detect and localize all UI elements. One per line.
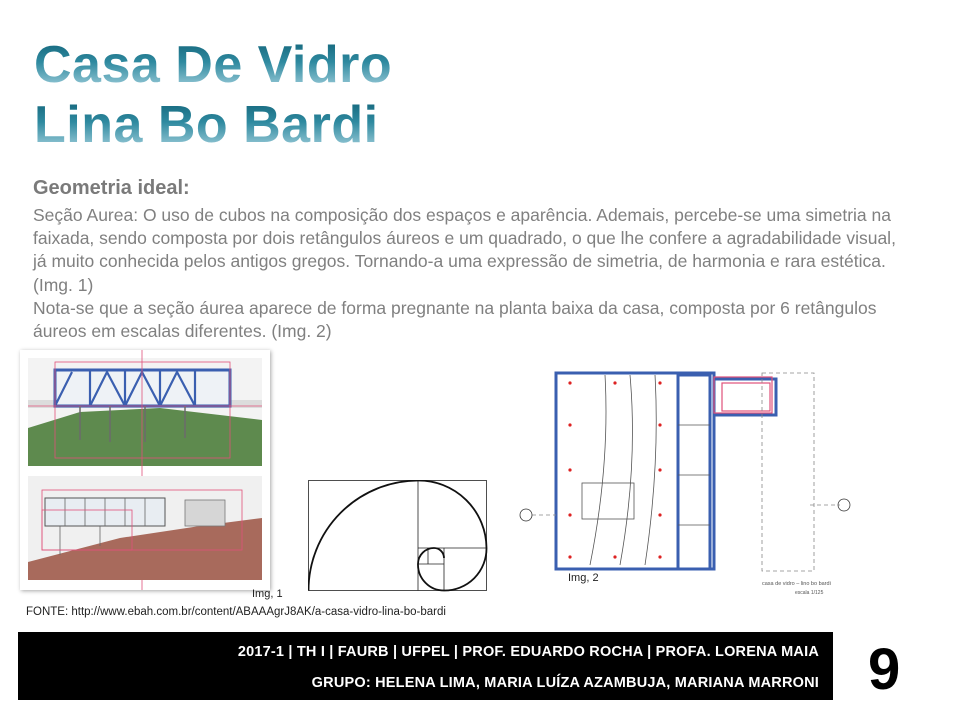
facade-image — [20, 350, 270, 590]
footer-line-1: 2017-1 | TH I | FAURB | UFPEL | PROF. EDUARDO ROCHA | PROFA. LORENA MAIA — [237, 644, 819, 660]
paragraph-2: Nota-se que a seção áurea aparece de forma pregnante na planta baixa da casa, composta por 6 retângulos áureos em escalas diferentes. (Img. 2) — [33, 297, 877, 342]
floor-plan-figure — [510, 365, 860, 590]
golden-spiral-figure — [308, 480, 488, 597]
source-citation: FONTE: http://www.ebah.com.br/content/ABAAAgrJ8AK/a-casa-vidro-lina-bo-bardi — [26, 606, 446, 618]
body-text — [33, 204, 913, 343]
facade-drawing — [20, 350, 270, 590]
footer-line-2: GRUPO: HELENA LIMA, MARIA LUÍZA AZAMBUJA, MARIANA MARRONI — [311, 675, 819, 691]
footer-bar — [18, 632, 833, 700]
plan-label-line2: escala 1/125 — [795, 590, 824, 596]
caption-img1: Img, 1 — [252, 588, 283, 600]
floor-plan-drawing — [510, 365, 860, 585]
slide-title-line2: Lina Bo Bardi — [34, 96, 379, 154]
paragraph-1: Seção Aurea: O uso de cubos na composição dos espaços e aparência. Ademais, percebe-se uma simetria na faixada, sendo composta por dois retângulos áureos e um quadrado, o que lhe confere a agradabilidade visual, já muito conhecida pelos antigos gregos. Tornando-a uma expressão de simetria, de harmonia e rara estética. (Img. 1) — [33, 205, 896, 295]
page-number: 9 — [868, 637, 901, 702]
caption-img2: Img, 2 — [568, 572, 599, 584]
plan-label-line1: casa de vidro – lino bo bardi — [762, 581, 831, 585]
section-heading: Geometria ideal: — [33, 177, 190, 199]
golden-spiral-drawing — [308, 480, 488, 592]
slide-title-line1: Casa De Vidro — [34, 36, 393, 94]
